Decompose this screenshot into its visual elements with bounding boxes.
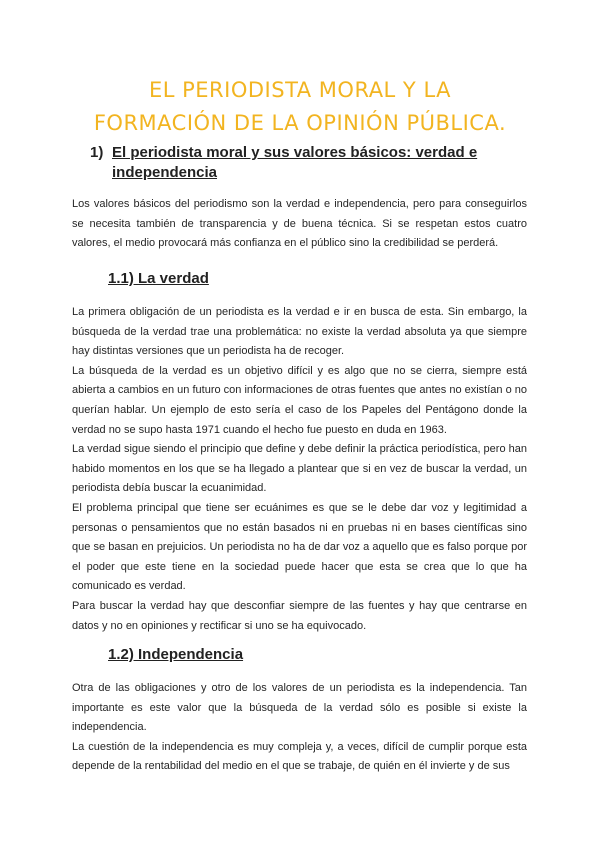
section-1-1-heading: 1.1) La verdad [108, 270, 209, 287]
section-1-heading-text: El periodista moral y sus valores básicos: verdad e independencia [112, 144, 478, 181]
section-1-1-body [72, 303, 527, 636]
section-1-body [72, 195, 527, 254]
title-line-2: FORMACIÓN DE LA OPINIÓN PÚBLICA. [93, 111, 507, 135]
paragraph: La primera obligación de un periodista es la verdad e ir en busca de esta. Sin embargo, la búsqueda de la verdad trae una problemática: no existe la verdad absoluta ya que siempre hay distintas versiones que un periodista ha de recoger. [72, 306, 527, 358]
document-title [60, 74, 540, 140]
paragraph: La cuestión de la independencia es muy compleja y, a veces, difícil de cumplir porque esta depende de la rentabilidad del medio en el que se trabaje, de quién en él invierte y de sus [72, 740, 527, 773]
paragraph: Para buscar la verdad hay que desconfiar siempre de las fuentes y hay que centrarse en datos y no en opiniones y rectificar si uno se ha equivocado. [72, 599, 527, 632]
paragraph: Los valores básicos del periodismo son la verdad e independencia, pero para conseguirlos se necesita también de transparencia y de buena técnica. Si se respetan estos cuatro valores, el medio provocará más confianza en el público sino la credibilidad se perderá. [72, 198, 527, 250]
section-1-heading [90, 143, 530, 183]
section-1-number: 1) [90, 144, 104, 161]
paragraph: Otra de las obligaciones y otro de los valores de un periodista es la independencia. Tan importante es este valor que la búsqueda de la verdad sólo es posible si existe la independencia. [72, 682, 527, 734]
paragraph: El problema principal que tiene ser ecuánimes es que se le debe dar voz y legitimidad a personas o pensamientos que no están basados ni en pruebas ni en bases científicas sino que se basan en prejuicios. Un periodista no ha de dar voz a aquello que es falso porque por el poder que este tiene en la sociedad puede hacer que esta se crea que lo que ha comunicado es verdad. [72, 501, 527, 593]
title-line-1: EL PERIODISTA MORAL Y LA [148, 78, 451, 102]
section-1-2-body [72, 679, 527, 777]
paragraph: La verdad sigue siendo el principio que define y debe definir la práctica periodística, pero han habido momentos en los que se ha llegado a plantear que si en vez de buscar la verdad, un periodista debía buscar la ecuanimidad. [72, 443, 527, 495]
section-1-2-heading: 1.2) Independencia [108, 646, 244, 663]
paragraph: La búsqueda de la verdad es un objetivo difícil y es algo que no se cierra, siempre está abierta a cambios en un futuro con informaciones de otras fuentes que antes no existían o no querían hablar. Un ejemplo de esto sería el caso de los Papeles del Pentágono donde la verdad no se supo hasta 1971 cuando el hecho fue puesto en duda en 1963. [72, 364, 527, 436]
